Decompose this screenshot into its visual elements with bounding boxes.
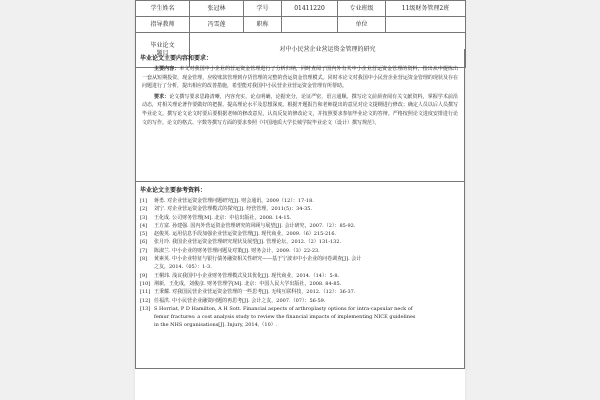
reference-number: [3]	[140, 214, 148, 221]
reference-number	[140, 313, 154, 321]
student-name-value: 张冠林	[190, 1, 244, 17]
unit-label: 单位	[338, 17, 386, 33]
reference-item	[140, 313, 458, 321]
advisor-title-label: 职称	[244, 17, 282, 33]
student-name-label: 学生姓名	[136, 1, 190, 17]
main-content-line: 提出相应的改善措施，希望能对我国中小民营企业营运资金管理有所帮助。	[182, 83, 348, 90]
reference-text: 之友，2014.（05）：1-3.	[154, 264, 212, 271]
reference-item	[140, 288, 458, 296]
reference-item	[140, 205, 458, 213]
main-content-paragraph	[142, 65, 458, 91]
reference-number: [9]	[140, 272, 148, 279]
document-page	[135, 0, 465, 400]
reference-number: [10]	[140, 280, 151, 287]
reference-number: [4]	[140, 222, 148, 229]
requirements-line: 文进度安排进行论文的写作。论文的格式、字数等撰写方面的要求参照《中国地质大学长城学院毕业论	[142, 110, 458, 126]
reference-item	[140, 280, 458, 288]
reference-text: 王方富. 孙建强. 国内外营运资金管理研究的回顾与展望[J]. 会计研究，2007.（2）：85-92.	[154, 222, 356, 229]
reference-item	[140, 263, 458, 271]
requirements-paragraph	[142, 93, 458, 127]
advisor-label: 指导教师	[136, 17, 190, 33]
requirements-section	[135, 49, 465, 182]
reference-text: in the NHS organisations[J]. Injury, 2014,（10）.	[154, 322, 278, 329]
info-row-2	[136, 17, 466, 33]
reference-item	[140, 272, 458, 280]
reference-text: 刘宁. 对企业营运资金管理模式的探究[J]. 经营管理，2011(5)：34-35.	[154, 206, 313, 213]
reference-text: femur fractures: a cost analysis study to review the financial impacts of implementing NICE guidelines	[154, 314, 416, 321]
main-content-line: 小企业营运资金管理的资料，指出从中提炼出一套从短期投资、现金管理，应收账款管理到存货管理的完	[142, 66, 458, 81]
main-content-line: 整的营运资金管理模式。同时本论文对我国中小民营企业营运资金管理的现状及存在问题进行了分析，	[142, 74, 458, 90]
reference-number: [8]	[140, 256, 148, 263]
reference-number: [7]	[140, 247, 148, 254]
student-id-label: 学号	[244, 1, 282, 17]
reference-text: S Horriat, P D Hamilton, A H Sott. Financial aspects of arthroplasty options for intra-capsular neck of	[154, 305, 413, 312]
thesis-title-label-line1: 毕业论文	[150, 42, 175, 49]
reference-number: [6]	[140, 239, 148, 246]
reference-item	[140, 321, 458, 329]
info-row-1	[136, 1, 466, 17]
thesis-title-value: 对中小民营企业营运资金管理的研究	[190, 33, 466, 68]
requirements-heading: 毕业论文主要内容和要求：	[140, 55, 213, 62]
requirements-lead: 要求：	[154, 93, 170, 100]
major-class-label: 专业班级	[338, 1, 386, 17]
requirements-line: 前须查阅有关文献资料，掌握学术前沿动态，对相关理论著作要做好的把握，提高理论水平及思	[142, 93, 458, 109]
student-id-value: 01411220	[282, 1, 338, 17]
reference-number: [5]	[140, 231, 148, 238]
reference-item	[140, 255, 458, 263]
requirements-line: 想深度。根据开题报告和老师提出的意见对论文提纲进行修改；确定人员以后人员撰写毕业论文。撰写论文	[142, 102, 458, 117]
reference-number: [12]	[140, 297, 151, 304]
requirements-line: 论文撰写要求思路清晰，内容充实，论点明确，论据充分，论证严密，语言通顺。撰写论文	[169, 93, 372, 100]
reference-text: 王桐玮. 浅议我国中小企业财务管理模式及其优化[J]. 现代商业，2014.（14）：5-8.	[154, 272, 340, 279]
reference-text: 任福洪. 中小民营企业融资问题的再思考[J]. 会计之友，2007.（07）：56-59.	[154, 297, 326, 304]
requirements-line: 论文时要后要根据老师的修改意见，认真反复的修改论文，并按照要求参加毕业论文的答辩。严格按照论	[187, 110, 418, 117]
reference-item	[140, 305, 458, 313]
reference-item	[140, 222, 458, 230]
advisor-value: 冯雪莲	[190, 17, 244, 33]
reference-text: 荆新，王化成，刘俊彦. 财务管理学[M]. 北京：中国人民大学出版社，2008. 84-85.	[154, 280, 342, 287]
reference-item	[140, 238, 458, 246]
main-content-line: 本文对我国中小企业的营运资金管理进行了分析归纳，同时查阅了国内外有关中	[179, 66, 357, 72]
advisor-title-value	[282, 17, 338, 33]
reference-text: 黄素英. 中小企业特征与银行债务融资相关性研究——基于宁波市中小企业的问卷调查[J]. 会计	[154, 256, 362, 263]
unit-value	[386, 17, 466, 33]
reference-number: [11]	[140, 289, 151, 296]
reference-number: [2]	[140, 206, 148, 213]
reference-text: 王化成. 公司财务管理[M]. 北京：中信出版社，2008. 14-15.	[154, 214, 292, 221]
reference-text: 张月玲. 我国企业营运资金管理研究现状及展望[J]. 管理论坛，2012.（2）131-132.	[154, 239, 342, 246]
reference-item	[140, 230, 458, 238]
reference-number	[140, 263, 154, 271]
reference-text: 蒋勇. 对企业营运资金管理问题研究[J]. 财会通讯，2009（12）：17-18.	[154, 198, 314, 204]
major-class-value: 11级财务管理2班	[386, 1, 466, 17]
reference-number	[140, 321, 154, 329]
references-section	[135, 181, 465, 369]
reference-item	[140, 214, 458, 222]
reference-number: [13]	[140, 305, 151, 312]
reference-text: 陈淑兰. 中小企业的财务管理问题及对策[J]. 财务会计，2009.（3）22-23.	[154, 247, 320, 254]
requirements-line: 文（设计）撰写规范》。	[327, 119, 380, 126]
reference-text: 赵俊英. 运用信息手段加强企业营运资金管理[J]. 现代商业，2009.（6）215-216.	[154, 231, 337, 238]
reference-item	[140, 247, 458, 255]
reference-item	[140, 197, 458, 205]
reference-list	[140, 197, 458, 330]
reference-number: [1]	[140, 198, 148, 204]
reference-item	[140, 297, 458, 305]
references-heading: 毕业论文主要参考资料：	[140, 187, 207, 194]
thesis-title-label-line2: 题目	[156, 50, 169, 57]
main-content-lead: 主要内容：	[154, 66, 180, 72]
reference-text: 王秉耀. 对我国民营企业营运资金管理的一些思考[J]. 无线互联科技，2012.（12）：36-37.	[154, 289, 356, 296]
